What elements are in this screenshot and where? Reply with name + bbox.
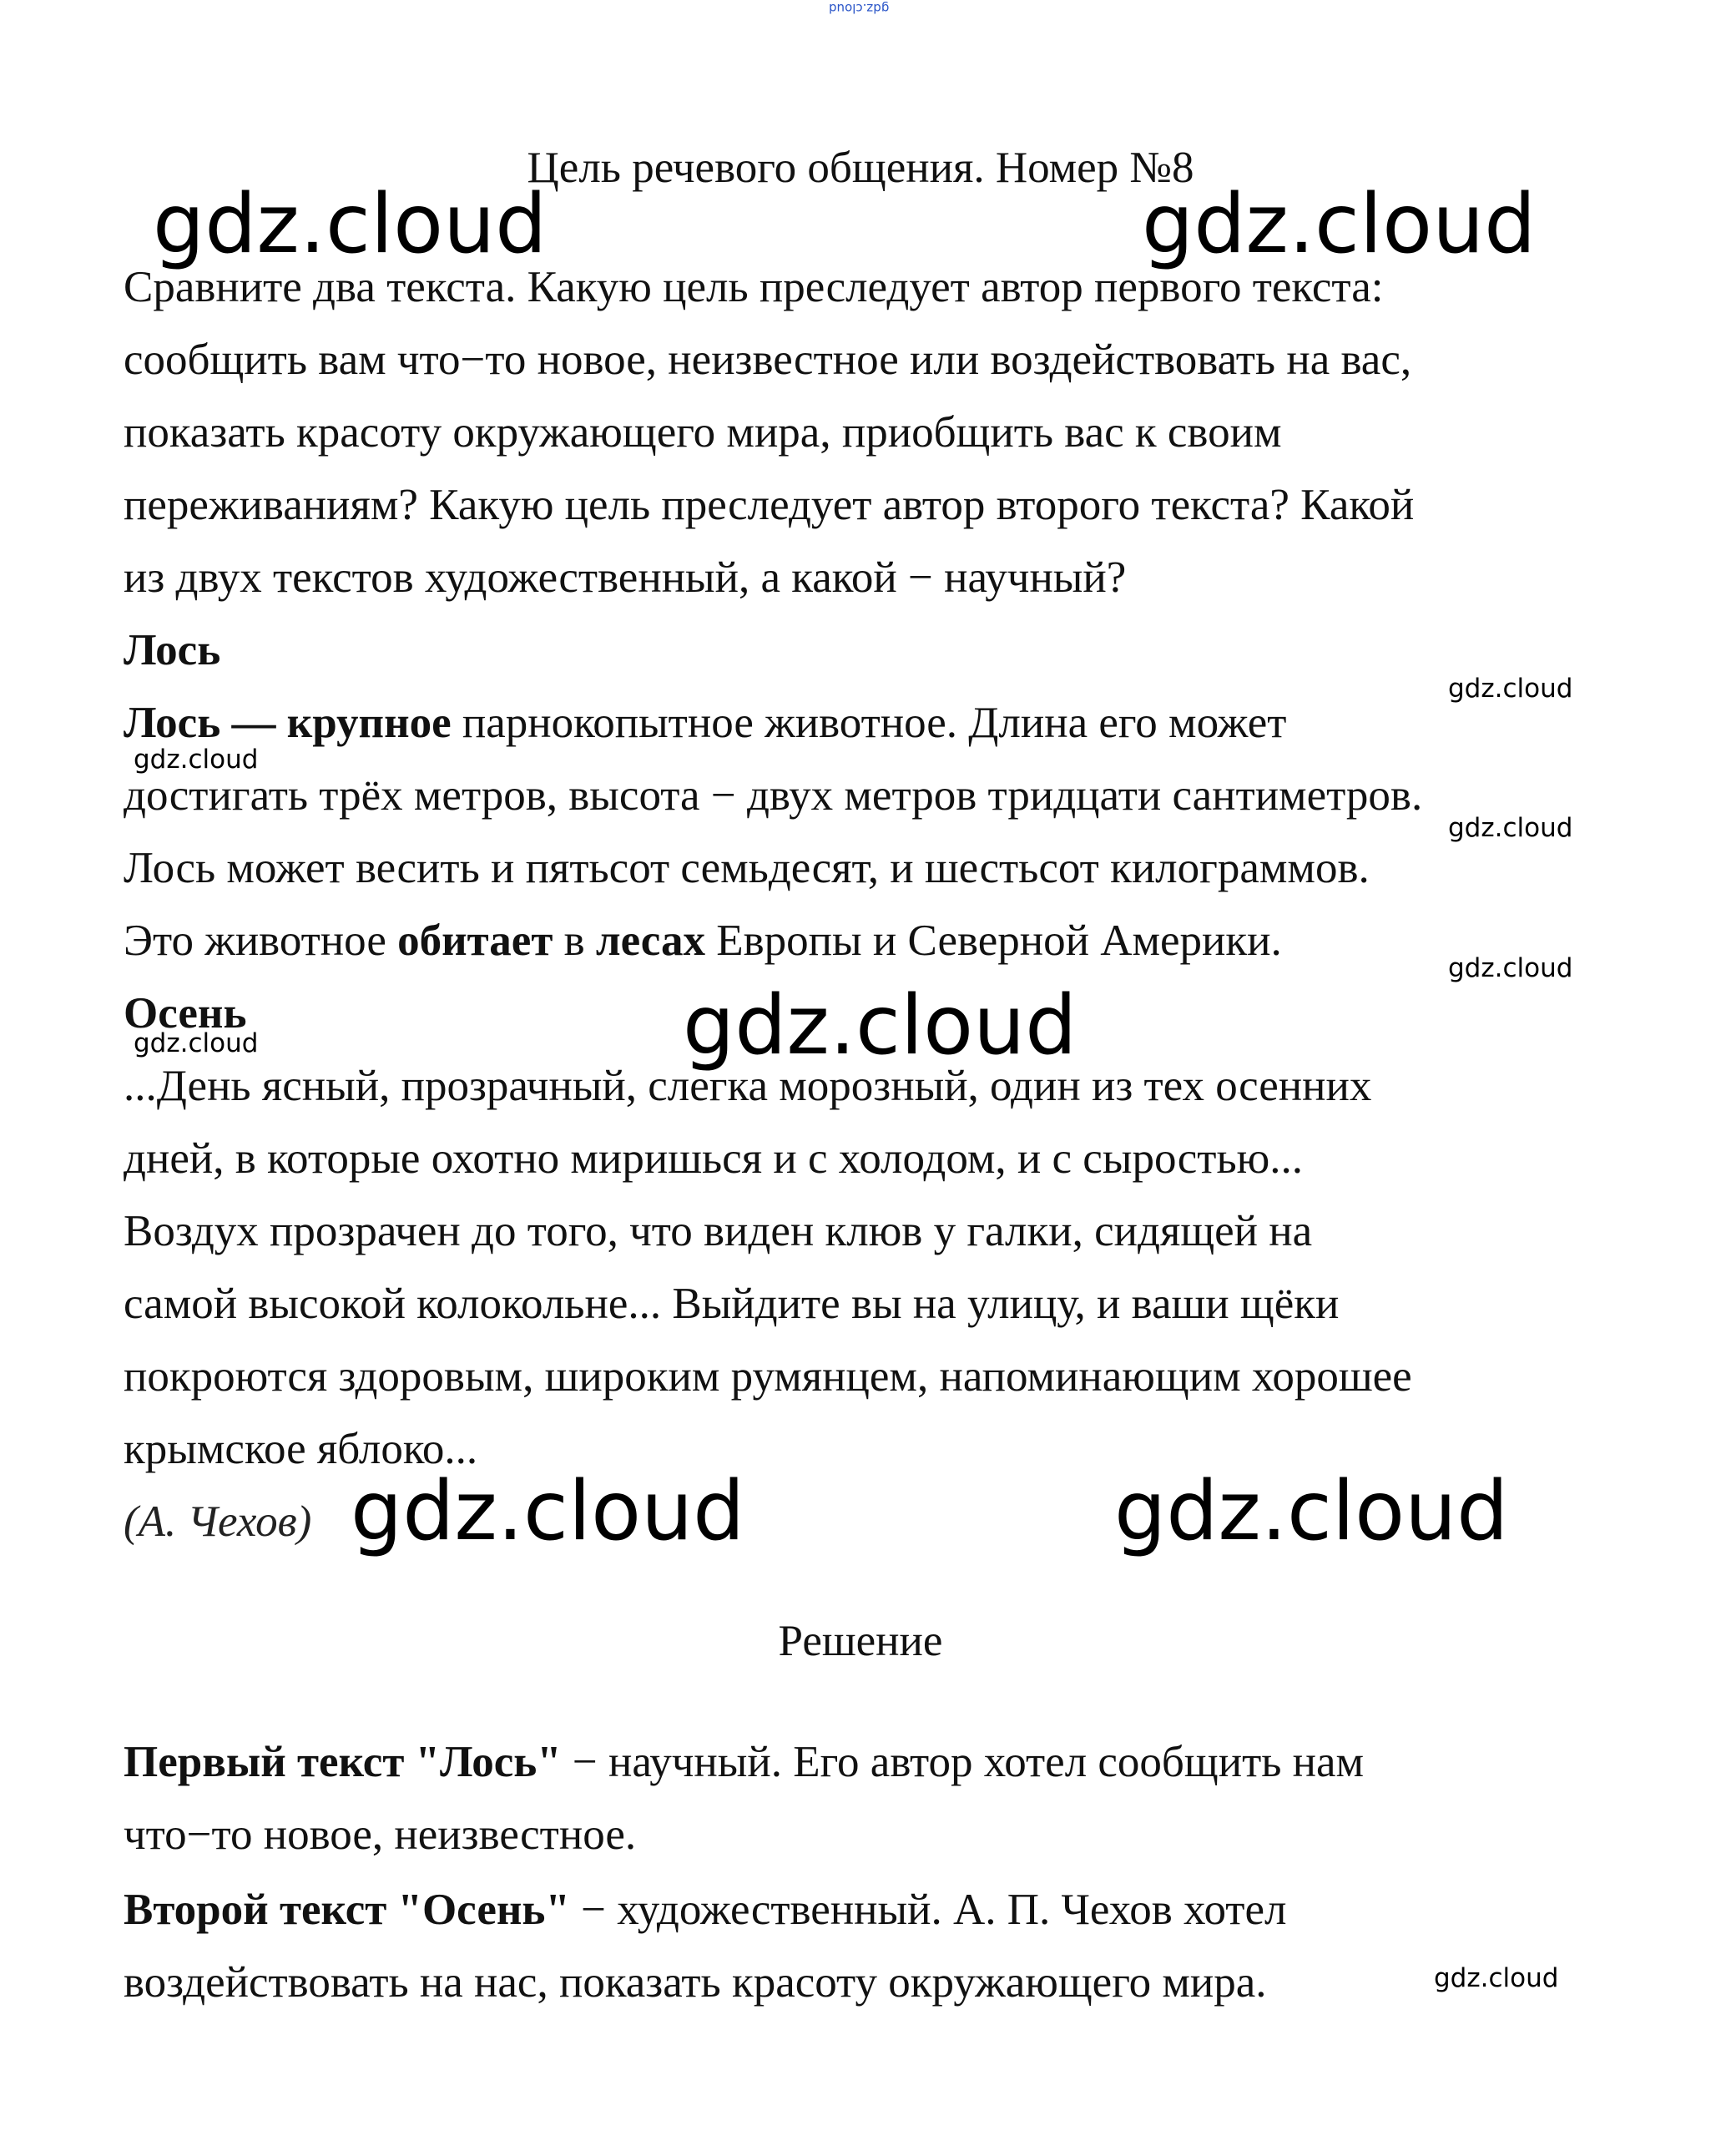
text2-line-4: самой высокой колокольне... Выйдите вы на улицу, и ваши щёки <box>124 1280 1340 1328</box>
watermark-big-5: gdz.cloud <box>1114 1464 1509 1559</box>
text2-line-5: покроются здоровым, широким румянцем, напоминающим хорошее <box>124 1352 1412 1401</box>
task-line-3: показать красоту окружающего мира, приобщить вас к своим <box>124 408 1282 457</box>
task-line-2: сообщить вам что−то новое, неизвестное или воздействовать на вас, <box>124 336 1412 384</box>
watermark-small-5: gdz.cloud <box>134 1028 259 1058</box>
text1-line-1-rest: парнокопытное животное. Длина его может <box>451 699 1287 747</box>
watermark-small-6: gdz.cloud <box>1434 1963 1559 1993</box>
text1-heading: Лось <box>124 626 221 674</box>
task-line-1: Сравните два текста. Какую цель преследует автор первого текста: <box>124 263 1384 311</box>
watermark-small-3: gdz.cloud <box>1448 813 1573 843</box>
watermark-big-2: gdz.cloud <box>1142 177 1537 272</box>
text1-line-3: Лось может весить и пятьсот семьдесят, и шестьсот килограммов. <box>124 844 1370 892</box>
text1-line-2: достигать трёх метров, высота − двух метров тридцати сантиметров. <box>124 771 1423 820</box>
task-line-4: переживаниям? Какую цель преследует автор второго текста? Какой <box>124 481 1415 529</box>
solution-line-2: что−то новое, неизвестное. <box>124 1810 637 1859</box>
text1-line-1 <box>124 701 1286 745</box>
watermark-top: gdz.cloud <box>829 1 890 16</box>
watermark-big-3: gdz.cloud <box>683 978 1078 1073</box>
text1-line-4: Это животное обитает в лесах Европы и Северной Америки. <box>124 916 1282 965</box>
watermark-small-1: gdz.cloud <box>1448 674 1573 704</box>
solution-line-1: Первый текст "Лось" − научный. Его автор хотел сообщить нам <box>124 1738 1365 1786</box>
text2-line-6: крымское яблоко... <box>124 1425 478 1473</box>
watermark-small-4: gdz.cloud <box>1448 953 1573 983</box>
watermark-small-2: gdz.cloud <box>134 745 259 775</box>
text2-line-3: Воздух прозрачен до того, что виден клюв у галки, сидящей на <box>124 1207 1313 1255</box>
text2-line-1: ...День ясный, прозрачный, слегка морозный, один из тех осенних <box>124 1062 1372 1110</box>
text2-author: (А. Чехов) <box>124 1497 312 1546</box>
solution-line-4: воздействовать на нас, показать красоту окружающего мира. <box>124 1958 1267 2007</box>
solution-line-3: Второй текст "Осень" − художественный. А. П. Чехов хотел <box>124 1886 1287 1934</box>
task-line-5: из двух текстов художественный, а какой − научный? <box>124 553 1127 602</box>
watermark-big-1: gdz.cloud <box>153 177 548 272</box>
text2-heading: Осень <box>124 989 247 1038</box>
text2-line-2: дней, в которые охотно миришься и с холодом, и с сыростью... <box>124 1134 1303 1183</box>
solution-heading: Решение <box>778 1617 943 1665</box>
watermark-big-4: gdz.cloud <box>351 1464 745 1559</box>
page-title: Цель речевого общения. Номер №8 <box>527 144 1194 192</box>
text1-line-1-bold: Лось — крупное <box>124 699 452 747</box>
